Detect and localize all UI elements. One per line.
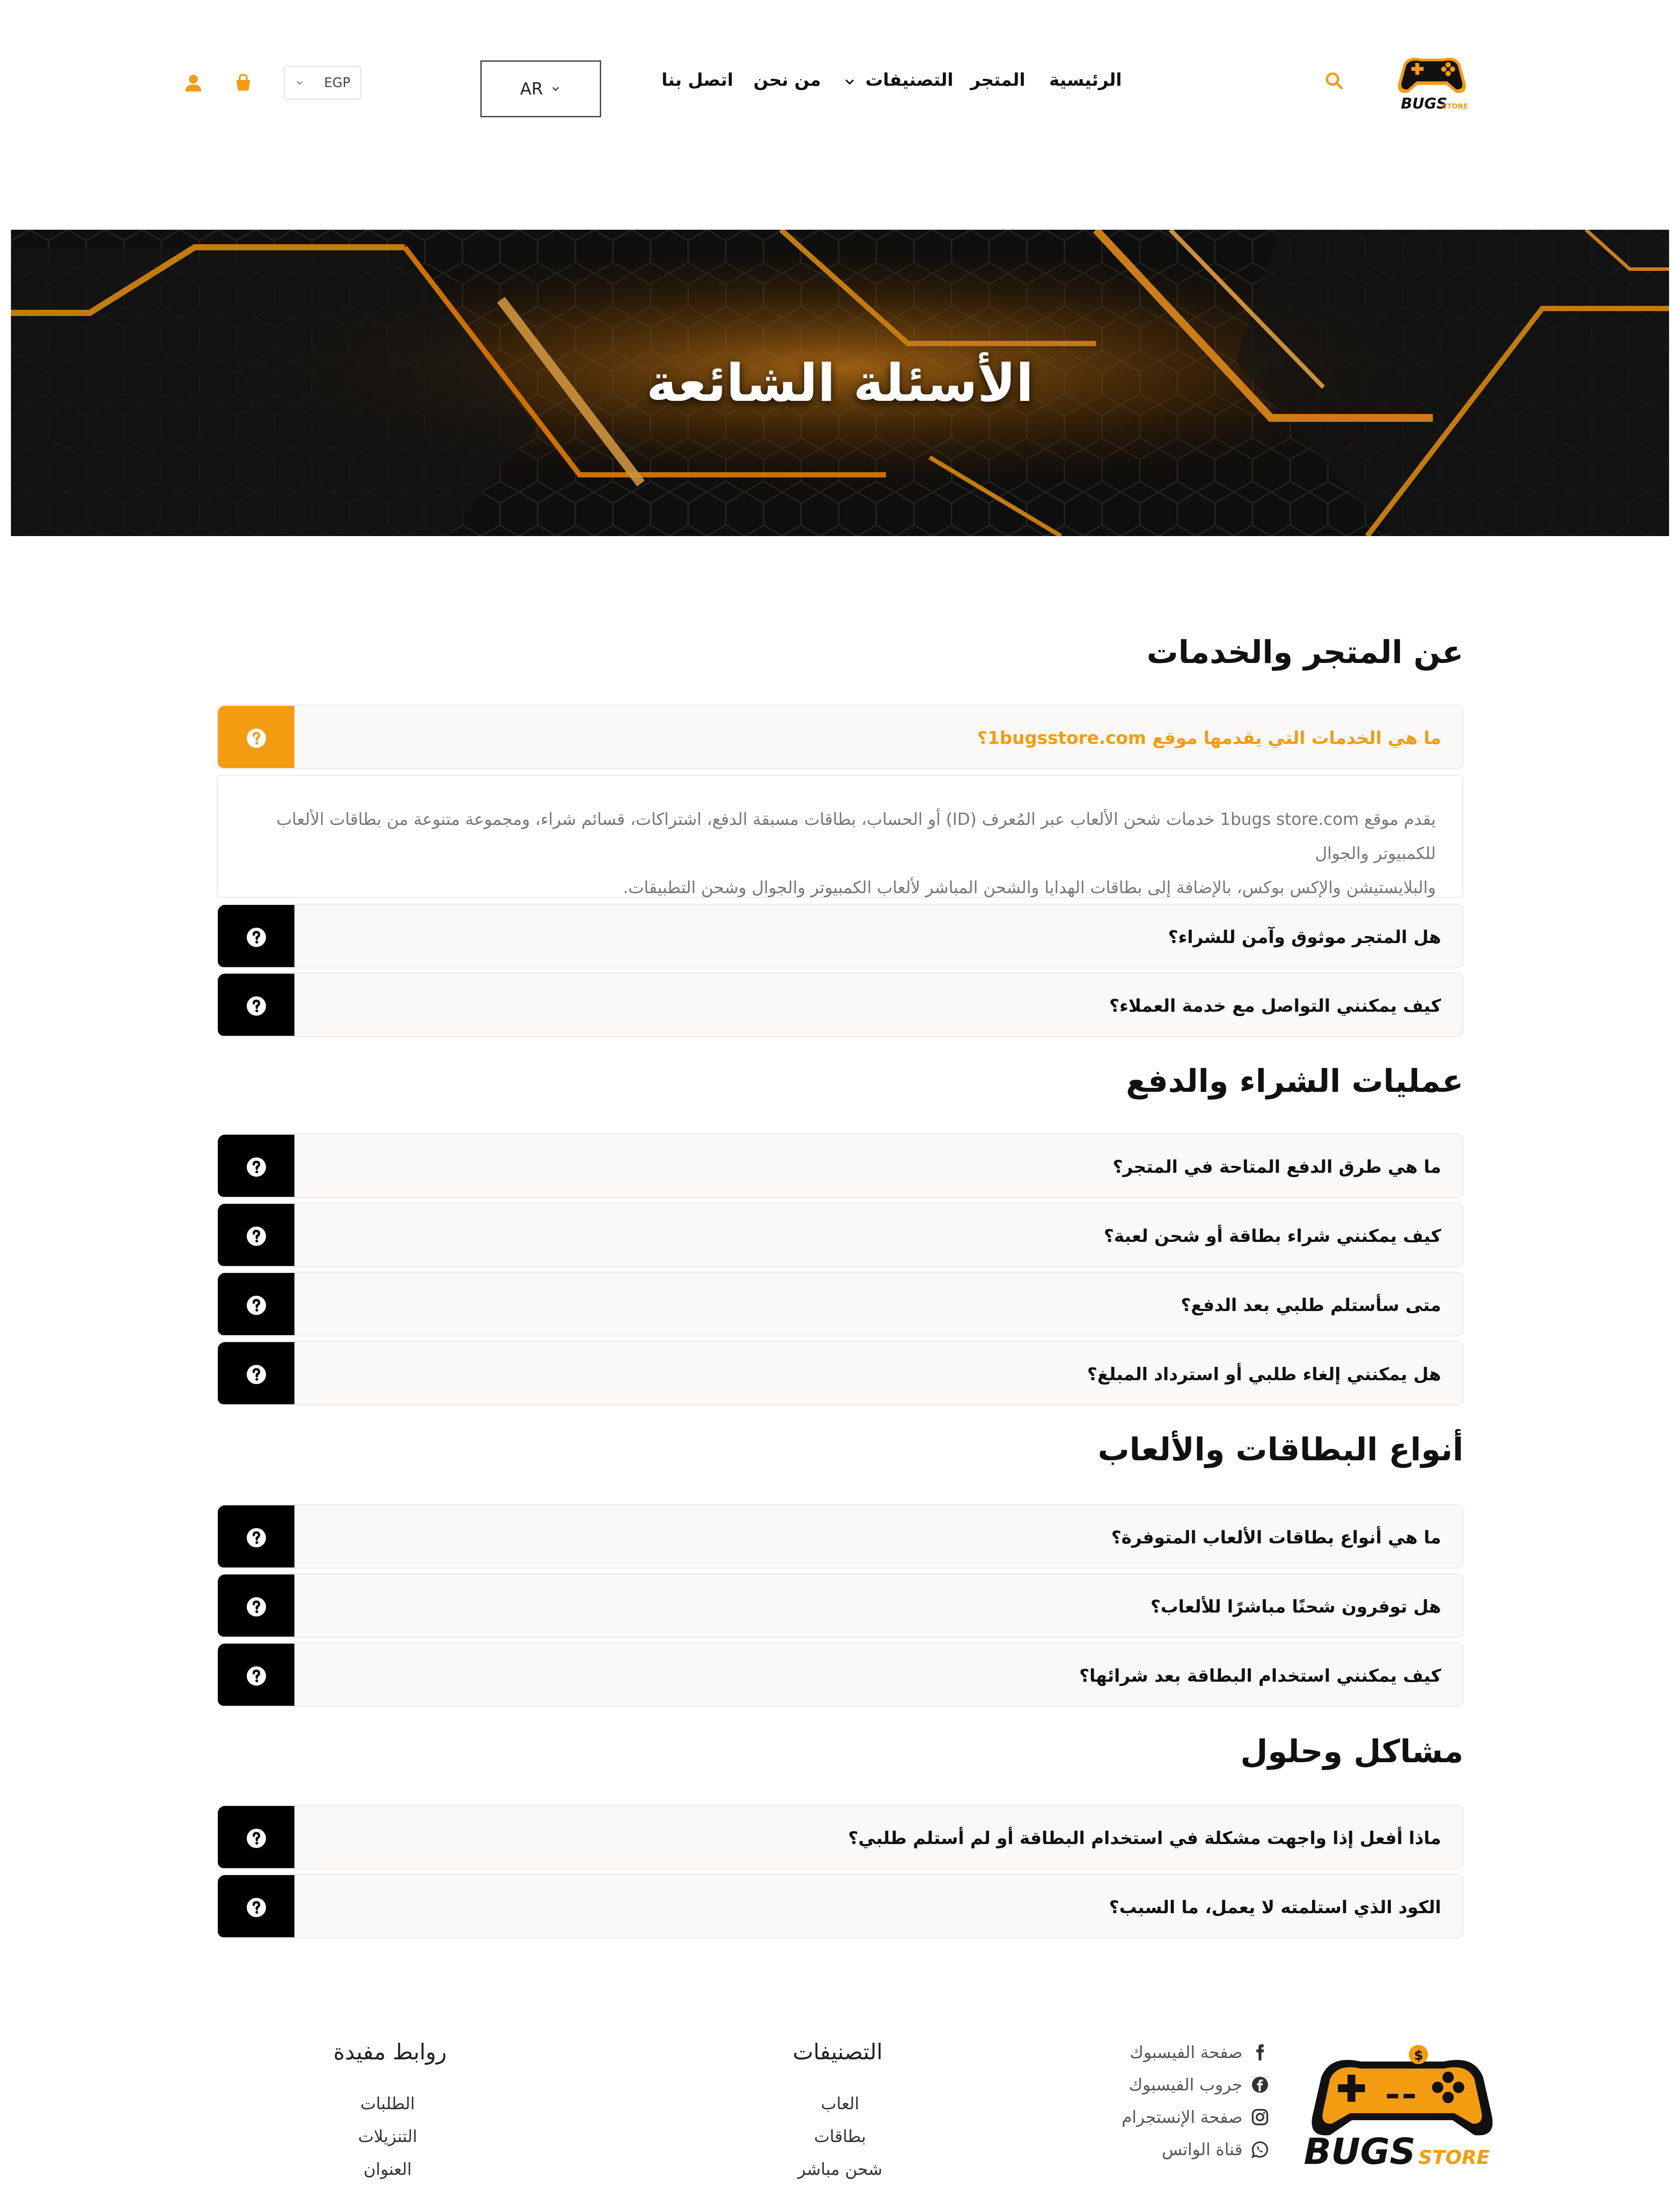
- question-circle-icon: [218, 706, 294, 769]
- faq-question: كيف يمكنني استخدام البطاقة بعد شرائها؟: [1079, 1666, 1441, 1686]
- bugs-store-footer-logo[interactable]: [1304, 2037, 1498, 2173]
- faq-item[interactable]: [217, 705, 1463, 769]
- facebook-circle-icon: [1251, 2076, 1269, 2093]
- user-account-icon[interactable]: [183, 72, 204, 93]
- question-circle-icon: [218, 1505, 294, 1569]
- faq-item[interactable]: [217, 972, 1463, 1037]
- nav-home[interactable]: الرئيسية: [1049, 70, 1122, 90]
- footer-facebook-group-link[interactable]: [1129, 2075, 1269, 2094]
- social-link-label: صفحة الفيسبوك: [1130, 2043, 1242, 2062]
- faq-question: ما هي أنواع بطاقات الألعاب المتوفرة؟: [1111, 1528, 1441, 1548]
- question-circle-icon: [218, 1644, 294, 1707]
- social-link-label: جروب الفيسبوك: [1129, 2075, 1242, 2094]
- footer-category-link[interactable]: العاب: [821, 2094, 859, 2113]
- footer-useful-link[interactable]: التنزيلات: [358, 2127, 417, 2146]
- language-select[interactable]: [480, 60, 601, 117]
- whatsapp-icon: [1251, 2141, 1269, 2158]
- cart-icon[interactable]: [233, 72, 254, 93]
- question-circle-icon: [218, 1875, 294, 1939]
- faq-item[interactable]: [217, 1504, 1463, 1569]
- question-circle-icon: [218, 974, 294, 1037]
- faq-question: ما هي طرق الدفع المتاحة في المتجر؟: [1113, 1157, 1441, 1177]
- chevron-down-icon[interactable]: [842, 74, 857, 89]
- svg-text:BUGS: BUGS: [1401, 95, 1447, 112]
- nav-about[interactable]: من نحن: [753, 70, 821, 90]
- search-icon[interactable]: [1323, 70, 1345, 92]
- faq-question: الكود الذي استلمته لا يعمل، ما السبب؟: [1109, 1897, 1441, 1918]
- faq-item[interactable]: [217, 1874, 1463, 1939]
- faq-question: متى سأستلم طلبي بعد الدفع؟: [1180, 1295, 1441, 1315]
- faq-question: ما هي الخدمات التي يقدمها موقع 1bugsstore.com؟: [977, 728, 1441, 748]
- footer-facebook-page-link[interactable]: [1130, 2043, 1269, 2062]
- footer-category-link[interactable]: بطاقات: [814, 2127, 866, 2146]
- question-circle-icon: [218, 1574, 294, 1638]
- faq-question: كيف يمكنني شراء بطاقة أو شحن لعبة؟: [1104, 1226, 1441, 1246]
- faq-section-title: أنواع البطاقات والألعاب: [1098, 1431, 1463, 1468]
- svg-text:BUGS: BUGS: [1304, 2131, 1416, 2173]
- footer-whatsapp-link[interactable]: [1162, 2140, 1269, 2159]
- footer-useful-link[interactable]: الطلبات: [360, 2094, 415, 2113]
- footer-category-link[interactable]: شحن مباشر: [798, 2160, 882, 2179]
- question-circle-icon: [218, 1273, 294, 1336]
- currency-select[interactable]: [284, 66, 361, 100]
- faq-item[interactable]: [217, 1341, 1463, 1406]
- page-title: الأسئلة الشائعة: [646, 353, 1034, 413]
- facebook-icon: [1251, 2044, 1269, 2061]
- faq-item[interactable]: [217, 1573, 1463, 1638]
- bugs-store-logo[interactable]: [1395, 53, 1469, 114]
- faq-question: ماذا أفعل إذا واجهت مشكلة في استخدام البطاقة أو لم أستلم طلبي؟: [848, 1828, 1441, 1848]
- faq-section-title: مشاكل وحلول: [1240, 1733, 1463, 1770]
- svg-text:STORE: STORE: [1418, 2146, 1490, 2169]
- chevron-down-icon: [294, 77, 305, 88]
- footer-instagram-link[interactable]: [1122, 2107, 1269, 2127]
- faq-question: كيف يمكنني التواصل مع خدمة العملاء؟: [1109, 996, 1441, 1016]
- svg-text:$: $: [1414, 2048, 1423, 2063]
- chevron-down-icon: [550, 83, 561, 95]
- nav-categories[interactable]: التصنيفات: [865, 70, 954, 90]
- question-circle-icon: [218, 1135, 294, 1198]
- social-link-label: قناة الواتس: [1162, 2140, 1242, 2159]
- faq-question: هل توفرون شحنًا مباشرًا للألعاب؟: [1150, 1597, 1441, 1617]
- faq-answer-line: والبلايستيشن والإكس بوكس، بالإضافة إلى بطاقات الهدايا والشحن المباشر لألعاب الكمبيوتر والجوال وشحن التطبيقات.: [623, 878, 1436, 897]
- faq-item[interactable]: [217, 1272, 1463, 1336]
- svg-text:STORE: STORE: [1442, 102, 1468, 110]
- currency-value: EGP: [324, 75, 350, 91]
- nav-contact[interactable]: اتصل بنا: [662, 70, 734, 90]
- faq-section-title: عمليات الشراء والدفع: [1126, 1062, 1463, 1099]
- faq-question: هل المتجر موثوق وآمن للشراء؟: [1168, 927, 1441, 947]
- question-circle-icon: [218, 1342, 294, 1406]
- social-link-label: صفحة الإنستجرام: [1121, 2107, 1242, 2127]
- question-circle-icon: [218, 905, 294, 968]
- language-value: AR: [520, 79, 543, 98]
- faq-item[interactable]: [217, 1203, 1463, 1267]
- hero-banner: [11, 230, 1669, 536]
- site-header: [0, 0, 1680, 166]
- footer-useful-links-title: روابط مفيدة: [333, 2039, 447, 2065]
- nav-store[interactable]: المتجر: [970, 70, 1026, 90]
- faq-section-title: عن المتجر والخدمات: [1146, 634, 1463, 670]
- footer-categories-title: التصنيفات: [793, 2039, 883, 2065]
- footer-useful-link[interactable]: العنوان: [363, 2160, 412, 2179]
- faq-answer-line: يقدم موقع 1bugs store.com خدمات شحن الألعاب عبر المُعرف (ID) أو الحساب، بطاقات مسبقة الدفع، اشتراكات، قسائم شراء، ومجموعة متنوعة من بطاقات الألعاب للكمبيوتر والجوال: [276, 810, 1436, 863]
- instagram-icon: [1251, 2108, 1269, 2126]
- faq-answer: [217, 775, 1463, 898]
- faq-question: هل يمكنني إلغاء طلبي أو استرداد المبلغ؟: [1087, 1364, 1441, 1385]
- faq-item[interactable]: [217, 904, 1463, 968]
- faq-item[interactable]: [217, 1642, 1463, 1707]
- faq-item[interactable]: [217, 1133, 1463, 1198]
- question-circle-icon: [218, 1204, 294, 1267]
- question-circle-icon: [218, 1806, 294, 1869]
- faq-item[interactable]: [217, 1805, 1463, 1869]
